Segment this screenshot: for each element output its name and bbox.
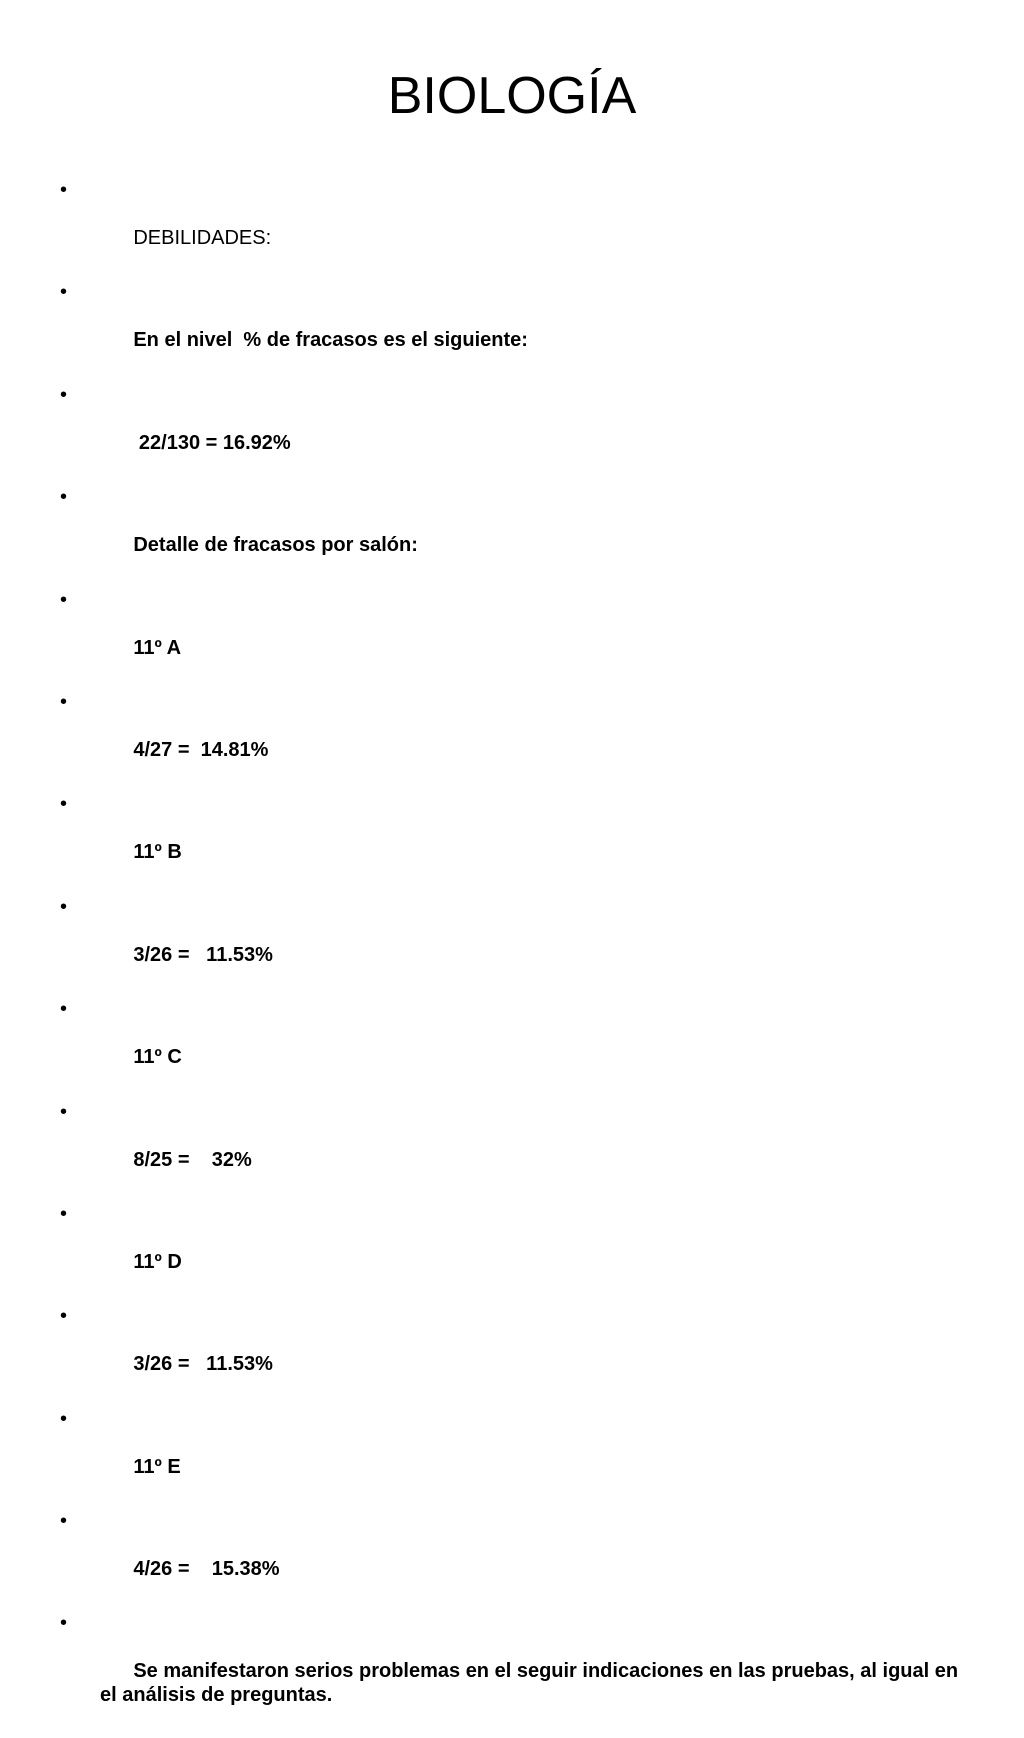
bullet-text-conclusion: Se manifestaron serios problemas en el seguir indicaciones en las pruebas, al igual en el análisis de preguntas. (100, 1660, 964, 1707)
bullet-icon: • (60, 383, 68, 406)
bullet-text: 11º E (133, 1455, 181, 1478)
list-item (60, 1407, 960, 1503)
list-item (60, 1509, 960, 1605)
list-item (60, 1202, 960, 1298)
list-item (60, 1304, 960, 1400)
bullet-icon: • (60, 1100, 68, 1123)
bullet-icon: • (60, 179, 68, 201)
bullet-text-debilidades: DEBILIDADES: (133, 227, 272, 249)
bullet-icon: • (60, 486, 68, 509)
bullet-text: Detalle de fracasos por salón: (133, 534, 418, 557)
bullet-text: 11º A (133, 636, 182, 659)
list-item (60, 895, 960, 991)
slide-title: BIOLOGÍA (387, 67, 637, 125)
bullet-icon: • (60, 1612, 68, 1635)
list-item (60, 178, 960, 274)
bullet-text: En el nivel % de fracasos es el siguiente: (133, 329, 528, 352)
list-item (60, 383, 960, 479)
list-item (60, 280, 960, 376)
list-item (60, 690, 960, 786)
list-item (60, 1611, 964, 1731)
bullet-icon: • (60, 998, 68, 1021)
bullet-icon: • (60, 588, 68, 611)
bullet-text: 22/130 = 16.92% (133, 431, 291, 454)
list-item (60, 792, 960, 888)
bullet-text: 3/26 = 11.53% (133, 943, 273, 966)
bullet-text: 11º D (133, 1250, 182, 1273)
bullet-icon: • (60, 1510, 68, 1533)
bullet-list (60, 178, 964, 1738)
bullet-icon: • (60, 1202, 68, 1225)
bullet-icon: • (60, 1305, 68, 1328)
bullet-text: 4/26 = 15.38% (133, 1558, 280, 1581)
bullet-icon: • (60, 1407, 68, 1430)
bullet-text: 11º B (133, 841, 182, 864)
bullet-text: 3/26 = 11.53% (133, 1353, 273, 1376)
bullet-text: 11º C (133, 1046, 182, 1069)
bullet-text: 4/27 = 14.81% (133, 738, 269, 761)
bullet-icon: • (60, 281, 68, 304)
bullet-icon: • (60, 793, 68, 816)
list-item (60, 588, 960, 684)
list-item (60, 997, 960, 1093)
list-item (60, 485, 960, 581)
bullet-icon: • (60, 690, 68, 713)
list-item (60, 1100, 960, 1196)
bullet-text: 8/25 = 32% (133, 1148, 252, 1171)
bullet-icon: • (60, 895, 68, 918)
